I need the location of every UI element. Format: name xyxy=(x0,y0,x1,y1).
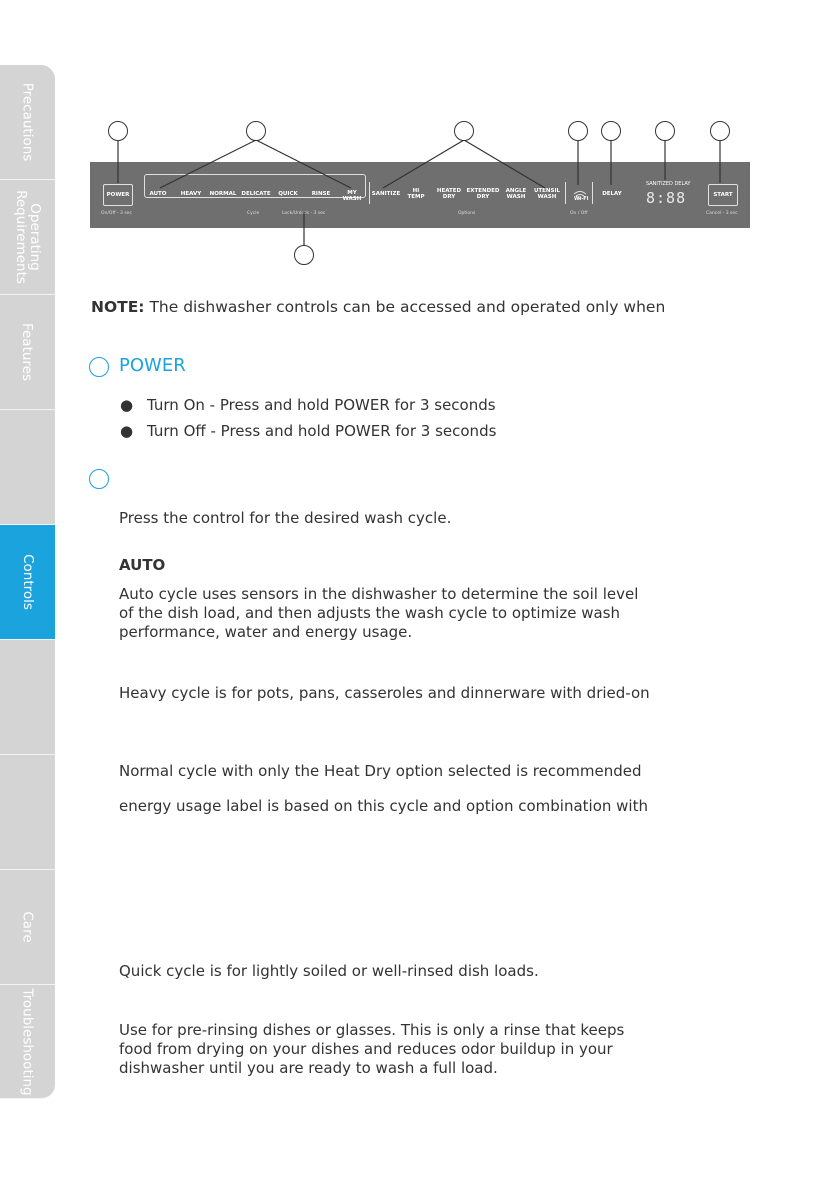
auto-heading: AUTO xyxy=(119,556,166,574)
tab-features[interactable]: Features xyxy=(0,295,55,410)
panel-option-utensil-wash: UTENSIL WASH xyxy=(533,188,561,200)
panel-cycle-sub: Cycle xyxy=(247,211,260,216)
tab-care[interactable]: Care xyxy=(0,870,55,985)
panel-cycle-heavy: HEAVY xyxy=(180,191,202,197)
panel-option-angle-wash: ANGLE WASH xyxy=(505,188,527,200)
panel-cycle-auto: AUTO xyxy=(149,191,167,197)
quick-text: Quick cycle is for lightly soiled or well-rinsed dish loads. xyxy=(119,962,539,980)
callout-circle-3 xyxy=(454,121,474,141)
tab-troubleshooting[interactable]: Troubleshooting xyxy=(0,985,55,1099)
panel-digit-display: 8:88 xyxy=(646,189,687,207)
panel-wifi-label: Wi-Fi xyxy=(574,196,589,202)
note-paragraph xyxy=(91,298,665,316)
rinse-line-1: Use for pre-rinsing dishes or glasses. This is only a rinse that keeps xyxy=(119,1021,625,1039)
cycle-section-circle xyxy=(89,469,109,489)
panel-wifi-sub: On / Off xyxy=(570,211,588,216)
power-section-circle xyxy=(89,357,109,377)
rinse-line-3: dishwasher until you are ready to wash a full load. xyxy=(119,1059,498,1077)
power-heading: POWER xyxy=(119,355,186,376)
power-bullet-1: Turn On - Press and hold POWER for 3 seconds xyxy=(147,396,496,414)
panel-power-button: POWER xyxy=(103,184,133,206)
cycle-intro: Press the control for the desired wash cycle. xyxy=(119,509,452,527)
note-label: NOTE: xyxy=(91,298,145,316)
tab-blank-2[interactable] xyxy=(0,640,55,755)
panel-option-hi-temp: HI TEMP xyxy=(407,188,425,200)
normal-line-1: Normal cycle with only the Heat Dry option selected is recommended xyxy=(119,762,642,780)
panel-display-label: SANITIZED DELAY xyxy=(646,181,691,187)
panel-power-sub: On/Off - 3 sec xyxy=(101,211,132,216)
auto-line-1: Auto cycle uses sensors in the dishwasher to determine the soil level xyxy=(119,585,639,603)
auto-line-2: of the dish load, and then adjusts the wash cycle to optimize wash xyxy=(119,604,621,622)
callout-circle-1 xyxy=(108,121,128,141)
callout-circle-5 xyxy=(601,121,621,141)
panel-delay-button: DELAY xyxy=(602,191,622,197)
auto-line-3: performance, water and energy usage. xyxy=(119,623,413,641)
heavy-text: Heavy cycle is for pots, pans, casseroles and dinnerware with dried-on xyxy=(119,684,650,702)
callout-lines xyxy=(0,0,839,300)
callout-circle-4 xyxy=(568,121,588,141)
power-bullet-2: Turn Off - Press and hold POWER for 3 seconds xyxy=(147,422,497,440)
normal-line-2: energy usage label is based on this cycle and option combination with xyxy=(119,797,648,815)
panel-start-sub: Cancel - 3 sec xyxy=(706,211,738,216)
callout-circle-2 xyxy=(246,121,266,141)
panel-option-extended-dry: EXTENDED DRY xyxy=(466,188,500,200)
tab-controls[interactable]: Controls xyxy=(0,525,55,640)
panel-cycle-rinse: RINSE xyxy=(311,191,331,197)
callout-circle-6 xyxy=(655,121,675,141)
note-text: The dishwasher controls can be accessed and operated only when xyxy=(149,298,666,316)
tab-operating-requirements[interactable]: Operating Requirements xyxy=(0,180,55,295)
panel-cycle-quick: QUICK xyxy=(278,191,298,197)
callout-circle-7 xyxy=(710,121,730,141)
callout-circle-8 xyxy=(294,245,314,265)
panel-options-sub: Options xyxy=(458,211,476,216)
panel-start-button: START xyxy=(708,184,738,206)
panel-cycle-my-wash: MY WASH xyxy=(342,190,362,202)
panel-cycle-normal: NORMAL xyxy=(209,191,237,197)
rinse-line-2: food from drying on your dishes and reduces odor buildup in your xyxy=(119,1040,613,1058)
tab-blank-1[interactable] xyxy=(0,410,55,525)
bullet-dot-1: ● xyxy=(120,396,134,414)
panel-lock-sub: Lock/Unlock - 3 sec xyxy=(282,211,326,216)
tab-precautions[interactable]: Precautions xyxy=(0,65,55,180)
tab-blank-3[interactable] xyxy=(0,755,55,870)
panel-option-heated-dry: HEATED DRY xyxy=(436,188,462,200)
bullet-dot-2: ● xyxy=(120,422,134,440)
panel-cycle-delicate: DELICATE xyxy=(241,191,271,197)
panel-option-sanitize: SANITIZE xyxy=(371,191,401,197)
